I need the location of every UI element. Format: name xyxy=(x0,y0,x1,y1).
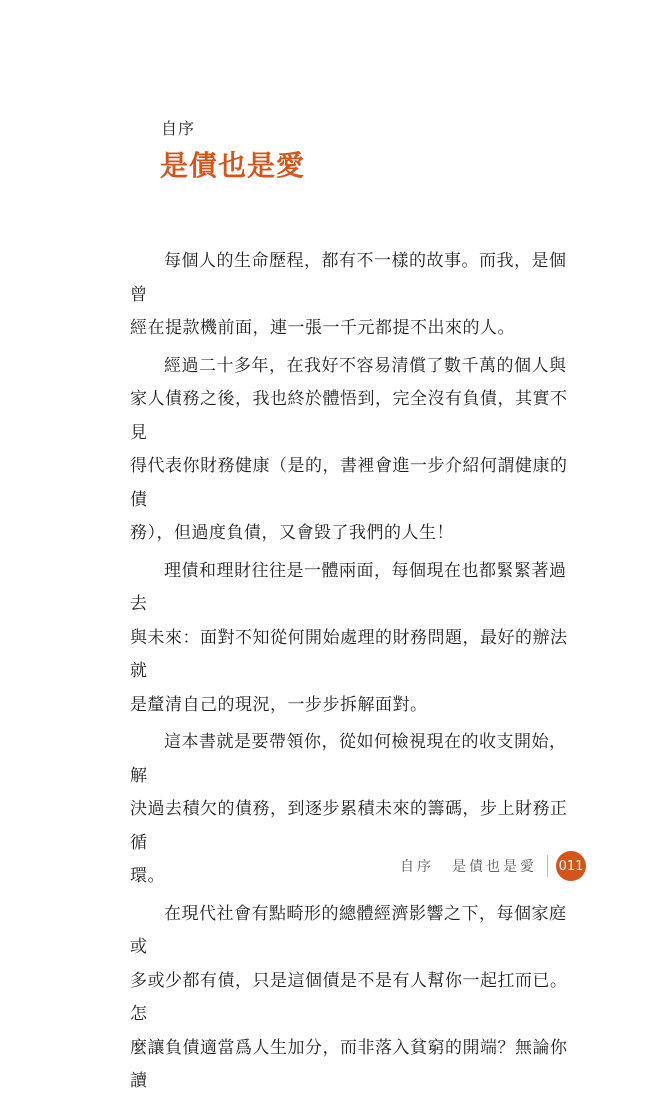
footer-divider xyxy=(547,855,548,877)
paragraph-2: 經過二十多年，在我好不容易清償了數千萬的個人與 家人債務之後，我也終於體悟到，完全沒有負債，其實不見 得代表你財務健康（是的，書裡會進一步介紹何謂健康的債 務），但過度負債，又會毀了我們的人生！ xyxy=(130,355,568,543)
chapter-title: 是債也是愛 xyxy=(160,149,306,182)
paragraph-4: 這本書就是要帶領你，從如何檢視現在的收支開始，解 決過去積欠的債務，到逐步累積未來的籌碼，步上財務正循 環。 xyxy=(130,732,568,886)
paragraph-1: 每個人的生命歷程，都有不一樣的故事。而我，是個曾 經在提款機前面，連一張一千元都提不出來的人。 xyxy=(130,251,567,338)
section-kicker: 自序 xyxy=(161,119,196,138)
page-number-badge xyxy=(556,851,586,881)
paragraph-3: 理債和理財往往是一體兩面，每個現在也都緊緊著過去 與未來：面對不知從何開始處理的財務問題，最好的辦法就 是釐清自己的現況，一步步拆解面對。 xyxy=(130,560,568,715)
body-text xyxy=(130,245,580,1103)
paragraph-5: 在現代社會有點畸形的總體經濟影響之下，每個家庭或 多或少都有債，只是這個債是不是有人幫你一起扛而已。怎 麼讓負債適當爲人生加分，而非落入貧窮的開端？無論你讀 xyxy=(130,903,568,1091)
footer-chapter-title: 是債也是愛 xyxy=(452,859,537,875)
footer-section-label: 自序 xyxy=(400,859,434,875)
running-footer xyxy=(400,851,586,881)
page-number: 011 xyxy=(558,858,584,874)
